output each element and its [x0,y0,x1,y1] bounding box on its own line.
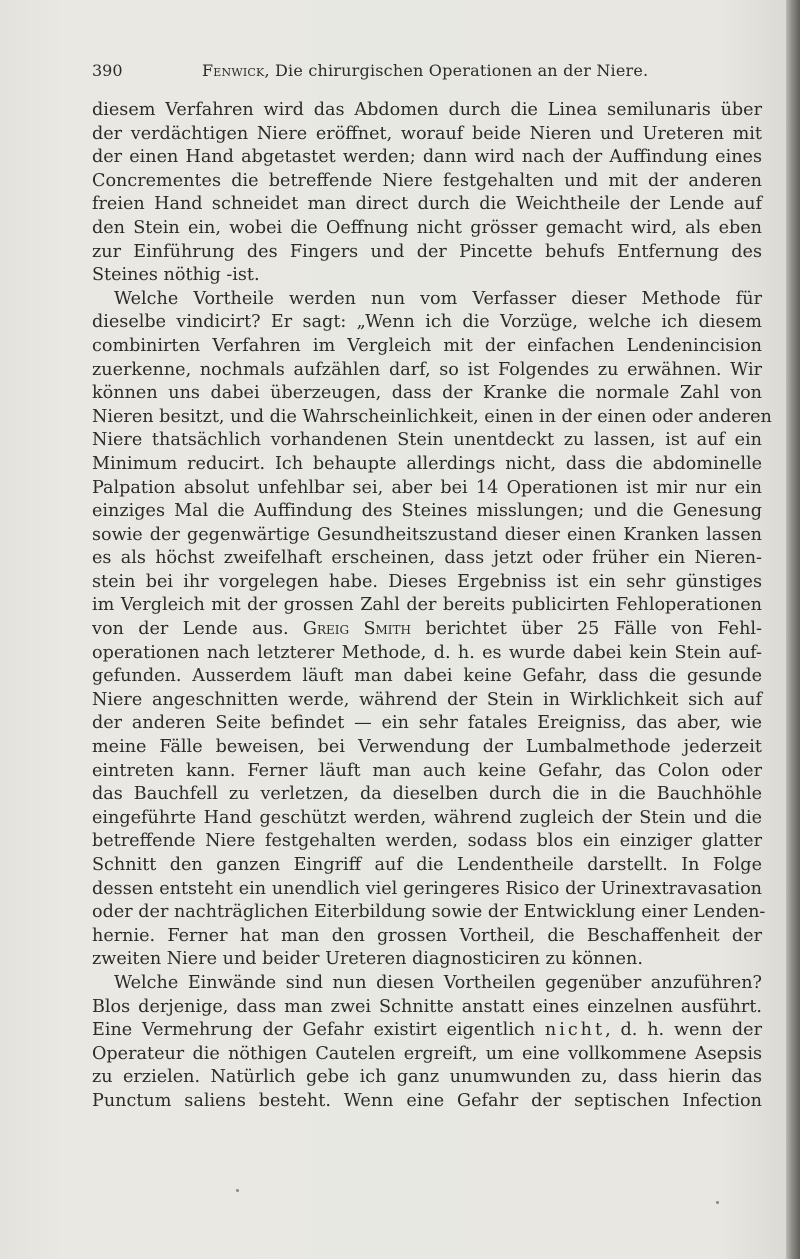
text-line: das Bauchfell zu verletzen, da dieselben durch die in die Bauchhöhle [92,784,762,805]
text-line: im Vergleich mit der grossen Zahl der bereits publicirten Fehloperationen [92,595,762,616]
text-line: Welche Vortheile werden nun vom Verfasser dieser Methode für [114,288,762,309]
text-line: betreffende Niere festgehalten werden, sodass blos ein einziger glatter [92,831,762,852]
cited-author-name: Greig Smith [302,619,412,640]
text-line [92,1019,762,1043]
text-line: Steines nöthig -ist. [92,265,260,286]
text-line: oder der nachträglichen Eiterbildung sowie der Entwicklung einer Lenden- [92,902,766,923]
author-name: Fenwick [202,61,265,80]
text-line: Welche Einwände sind nun diesen Vortheilen gegenüber anzuführen? [114,972,762,993]
text-fragment: Eine Vermehrung der Gefahr existirt eigentlich [92,1020,545,1041]
text-line: hernie. Ferner hat man den grossen Vortheil, die Beschaffenheit der [92,925,762,946]
text-line: den Stein ein, wobei die Oeffnung nicht grösser gemacht wird, als eben [92,217,762,238]
page-edge-shadow [786,0,800,1259]
body-text [92,99,772,1114]
text-line: stein bei ihr vorgelegen habe. Dieses Ergebniss ist ein sehr günstiges [92,571,762,592]
text-line: Niere angeschnitten werde, während der Stein in Wirklichkeit sich auf [92,689,762,710]
text-line: Palpation absolut unfehlbar sei, aber bei 14 Operationen ist mir nur ein [92,477,762,498]
text-line: Niere thatsächlich vorhandenen Stein unentdeckt zu lassen, ist auf ein [92,430,762,451]
text-line: eintreten kann. Ferner läuft man auch keine Gefahr, das Colon oder [92,760,762,781]
running-title-text: , Die chirurgischen Operationen an der Niere. [264,61,649,80]
paper-speck [236,1189,239,1192]
text-line: operationen nach letzterer Methode, d. h. es wurde dabei kein Stein auf- [92,642,762,663]
text-line: Punctum saliens besteht. Wenn eine Gefahr der septischen Infection [92,1090,762,1111]
paper-speck [716,1201,719,1204]
text-line: dieselbe vindicirt? Er sagt: „Wenn ich die Vorzüge, welche ich diesem [92,312,762,333]
text-fragment: berichtet über 25 Fälle von Fehl- [411,619,762,640]
text-line: Concrementes die betreffende Niere festgehalten und mit der anderen [92,170,762,191]
text-line: eingeführte Hand geschützt werden, während zugleich der Stein und die [92,807,762,828]
paragraph-2 [92,288,772,972]
text-line: dessen entsteht ein unendlich viel geringeres Risico der Urinextravasation [92,878,762,899]
text-line: es als höchst zweifelhaft erscheinen, dass jetzt oder früher ein Nieren- [92,548,762,569]
text-line: der anderen Seite befindet — ein sehr fatales Ereigniss, das aber, wie [92,713,762,734]
text-line: gefunden. Ausserdem läuft man dabei keine Gefahr, dass die gesunde [92,666,762,687]
text-line: einziges Mal die Auffindung des Steines misslungen; und die Genesung [92,501,762,522]
text-line: Blos derjenige, dass man zwei Schnitte anstatt eines einzelnen ausführt. [92,996,762,1017]
running-header [92,61,732,83]
running-title [202,61,648,80]
text-line: diesem Verfahren wird das Abdomen durch die Linea semilunaris über [92,100,762,120]
text-line: freien Hand schneidet man direct durch die Weichtheile der Lende auf [92,194,762,215]
emphasized-word: nicht [544,1020,606,1041]
text-line: meine Fälle beweisen, bei Verwendung der Lumbalmethode jederzeit [92,737,762,758]
text-line: zuerkenne, nochmals aufzählen darf, so ist Folgendes zu erwähnen. Wir [92,359,762,380]
text-line [92,618,762,642]
text-line: zweiten Niere und beider Ureteren diagnosticiren zu können. [92,949,643,970]
text-line: der verdächtigen Niere eröffnet, worauf beide Nieren und Ureteren mit [92,123,762,144]
text-line: der einen Hand abgetastet werden; dann wird nach der Auffindung eines [92,147,762,168]
paragraph-1 [92,99,762,288]
text-line: zu erzielen. Natürlich gebe ich ganz unumwunden zu, dass hierin das [92,1067,762,1088]
text-line: sowie der gegenwärtige Gesundheitszustand dieser einen Kranken lassen [92,524,762,545]
text-line: Minimum reducirt. Ich behaupte allerdings nicht, dass die abdominelle [92,453,762,474]
text-line: Operateur die nöthigen Cautelen ergreift, um eine vollkommene Asepsis [92,1043,762,1064]
text-fragment: von der Lende aus. [92,619,303,640]
text-line: Nieren besitzt, und die Wahrscheinlichkeit, einen in der einen oder anderen [92,406,772,427]
text-line: combinirten Verfahren im Vergleich mit der einfachen Lendenincision [92,335,762,356]
text-line: zur Einführung des Fingers und der Pincette behufs Entfernung des [92,241,762,262]
text-fragment: , d. h. wenn der [605,1020,762,1041]
page-number: 390 [92,61,123,80]
text-line: Schnitt den ganzen Eingriff auf die Lendentheile darstellt. In Folge [92,855,762,875]
text-line: können uns dabei überzeugen, dass der Kranke die normale Zahl von [92,383,762,404]
paragraph-3 [92,972,762,1114]
